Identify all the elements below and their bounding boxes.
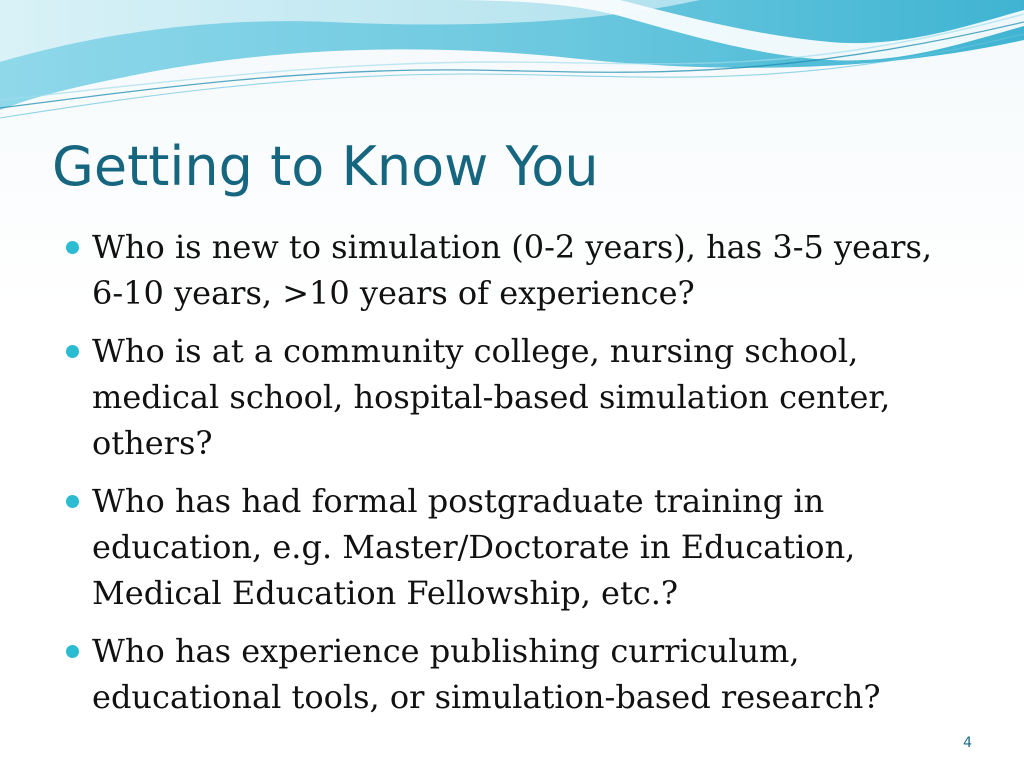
decorative-wave-header — [0, 0, 1024, 130]
bullet-dot-icon — [66, 345, 79, 358]
page-number: 4 — [963, 735, 972, 751]
bullet-text: Who is at a community college, nursing school, medical school, hospital-based simulation center, others? — [92, 332, 891, 462]
list-item — [64, 328, 964, 466]
bullet-list — [64, 224, 964, 732]
list-item — [64, 478, 964, 616]
bullet-text: Who has had formal postgraduate training in education, e.g. Master/Doctorate in Education, Medical Education Fellowship, etc.? — [92, 482, 856, 612]
list-item — [64, 224, 964, 316]
bullet-dot-icon — [66, 495, 79, 508]
list-item — [64, 628, 964, 720]
bullet-dot-icon — [66, 241, 79, 254]
bullet-text: Who is new to simulation (0-2 years), has 3-5 years, 6-10 years, >10 years of experience? — [92, 228, 933, 312]
bullet-text: Who has experience publishing curriculum, educational tools, or simulation-based research? — [92, 632, 881, 716]
page-title: Getting to Know You — [52, 135, 599, 198]
bullet-dot-icon — [66, 645, 79, 658]
